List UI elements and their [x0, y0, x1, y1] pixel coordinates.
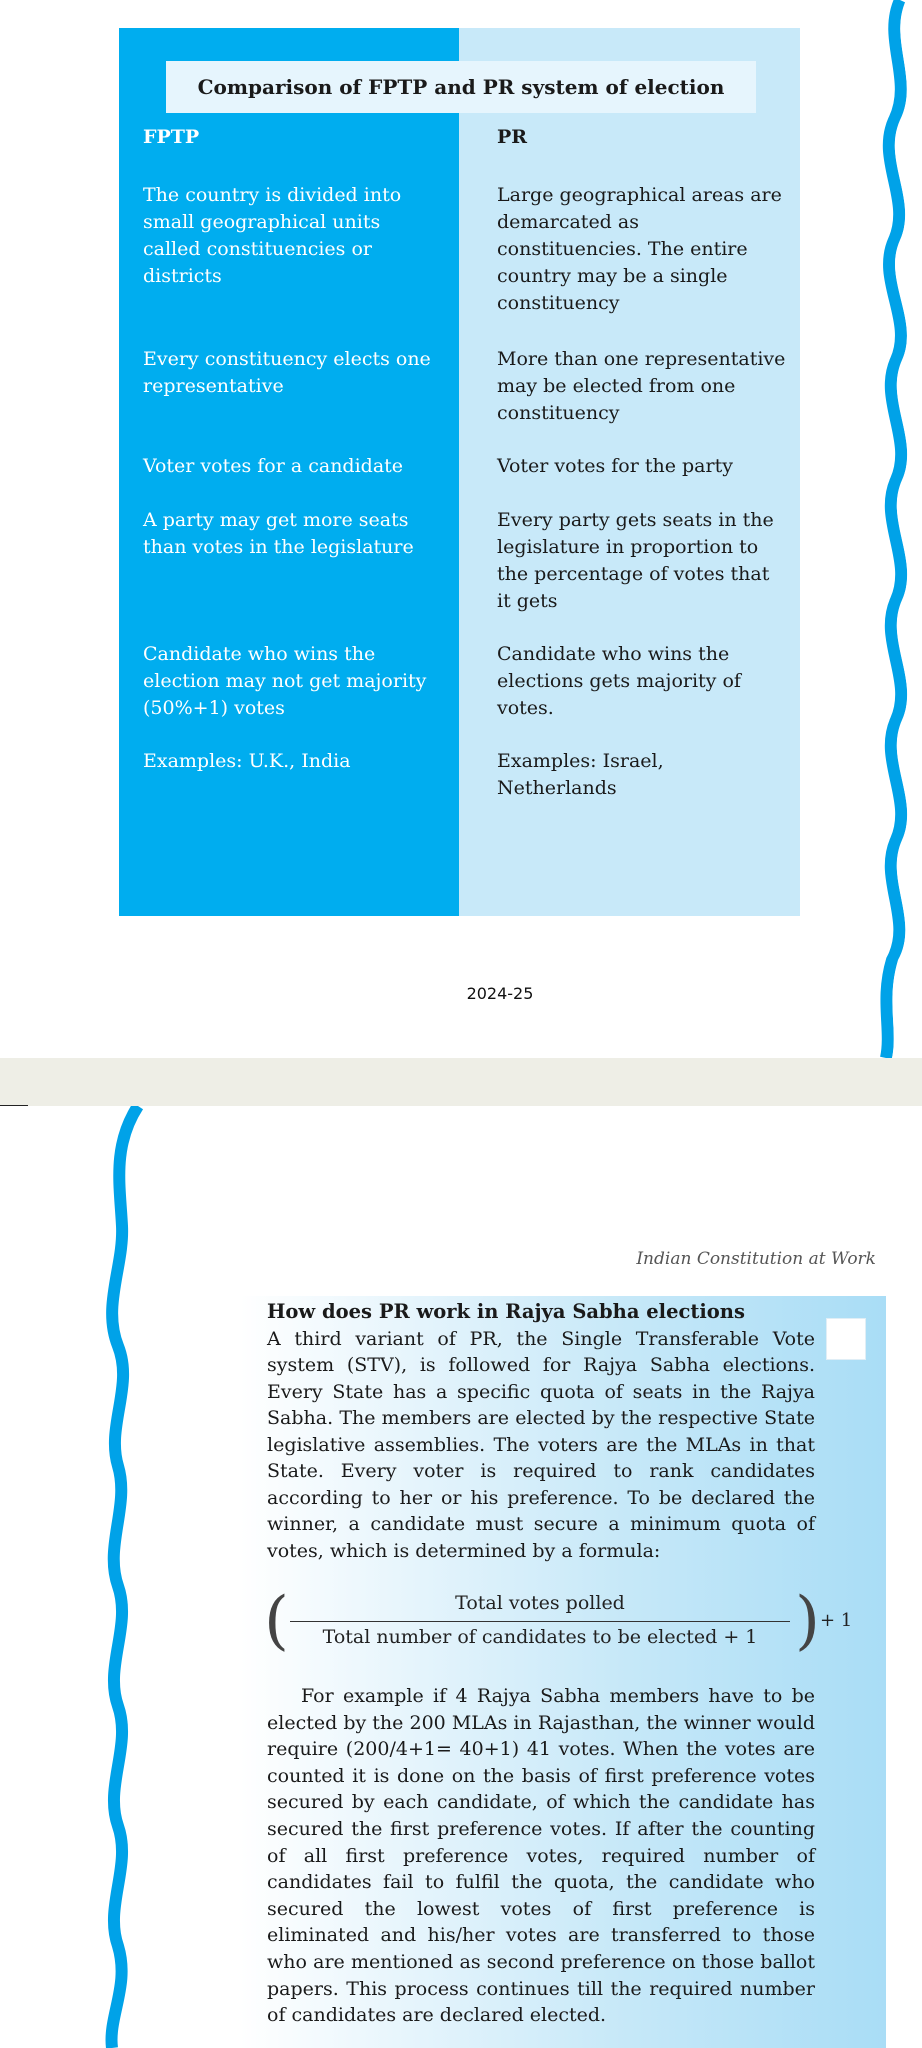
formula-fraction-bar — [290, 1621, 790, 1622]
formula-plus-one: + 1 — [820, 1610, 853, 1631]
quota-formula — [260, 1576, 860, 1666]
pr-row-2: More than one representative may be elected from one constituency — [497, 348, 786, 424]
formula-open-paren: ( — [264, 1584, 289, 1658]
formula-denominator: Total number of candidates to be elected + 1 — [322, 1626, 758, 1648]
pr-row-1: Large geographical areas are demarcated as constituencies. The entire country may be a single constituency — [497, 184, 782, 314]
box-intro: A third variant of PR, the Single Transferable Vote system (STV), is followed for Rajya Sabha elections. Every State has a specific quota of seats in the Rajya Sabha. The members are elected by the respective State legislative assemblies. The voters are the MLAs in that State. Every voter is required to rank candidates according to her or his preference. To be declared the winner, a candidate must secure a minimum quota of votes, which is determined by a formula: — [267, 1327, 815, 1562]
fptp-row-4: A party may get more seats than votes in the legislature — [143, 509, 414, 558]
box-intro-block — [267, 1299, 815, 1564]
pr-rajya-sabha-box — [240, 1296, 886, 2048]
decorative-wave-left — [0, 1106, 150, 2048]
pr-row-4: Every party gets seats in the legislature in proportion to the percentage of votes that it gets — [497, 509, 774, 612]
formula-close-paren: ) — [795, 1584, 820, 1658]
page-2 — [0, 1106, 922, 2048]
fptp-row-1: The country is divided into small geographical units called constituencies or districts — [143, 184, 402, 287]
box-corner-tab — [826, 1318, 866, 1360]
fptp-row-5: Candidate who wins the election may not get majority (50%+1) votes — [143, 643, 427, 719]
formula-numerator: Total votes polled — [455, 1592, 625, 1614]
fptp-row-6: Examples: U.K., India — [143, 750, 351, 772]
box-heading: How does PR work in Rajya Sabha elections — [267, 1300, 745, 1323]
pr-row-6: Examples: Israel, Netherlands — [497, 750, 664, 799]
pr-row-3: Voter votes for the party — [497, 455, 733, 477]
fptp-row-2: Every constituency elects one representative — [143, 348, 431, 397]
fptp-row-3: Voter votes for a candidate — [143, 455, 404, 477]
decorative-wave — [842, 0, 922, 1058]
running-header: Indian Constitution at Work — [636, 1249, 876, 1269]
pr-row-5: Candidate who wins the elections gets majority of votes. — [497, 643, 741, 719]
table-title: Comparison of FPTP and PR system of election — [166, 61, 756, 113]
box-example: For example if 4 Rajya Sabha members have to be elected by the 200 MLAs in Rajasthan, the winner would require (200/4+1= 40+1) 41 votes. When the votes are counted it is done on the basis of first preference votes secured by each candidate, of which the candidate has secured the first preference votes. If after the counting of all first preference votes, required number of candidates fail to fulfil the quota, the candidate who secured the lowest votes of first preference is eliminated and his/her votes are transferred to those who are mentioned as second preference on those ballot papers. This process continues till the required number of candidates are declared elected. — [267, 1685, 815, 2027]
pr-header: PR — [497, 126, 528, 148]
fptp-header: FPTP — [143, 126, 200, 148]
comparison-table — [119, 28, 800, 916]
page-number: 2024-25 — [466, 984, 534, 1003]
